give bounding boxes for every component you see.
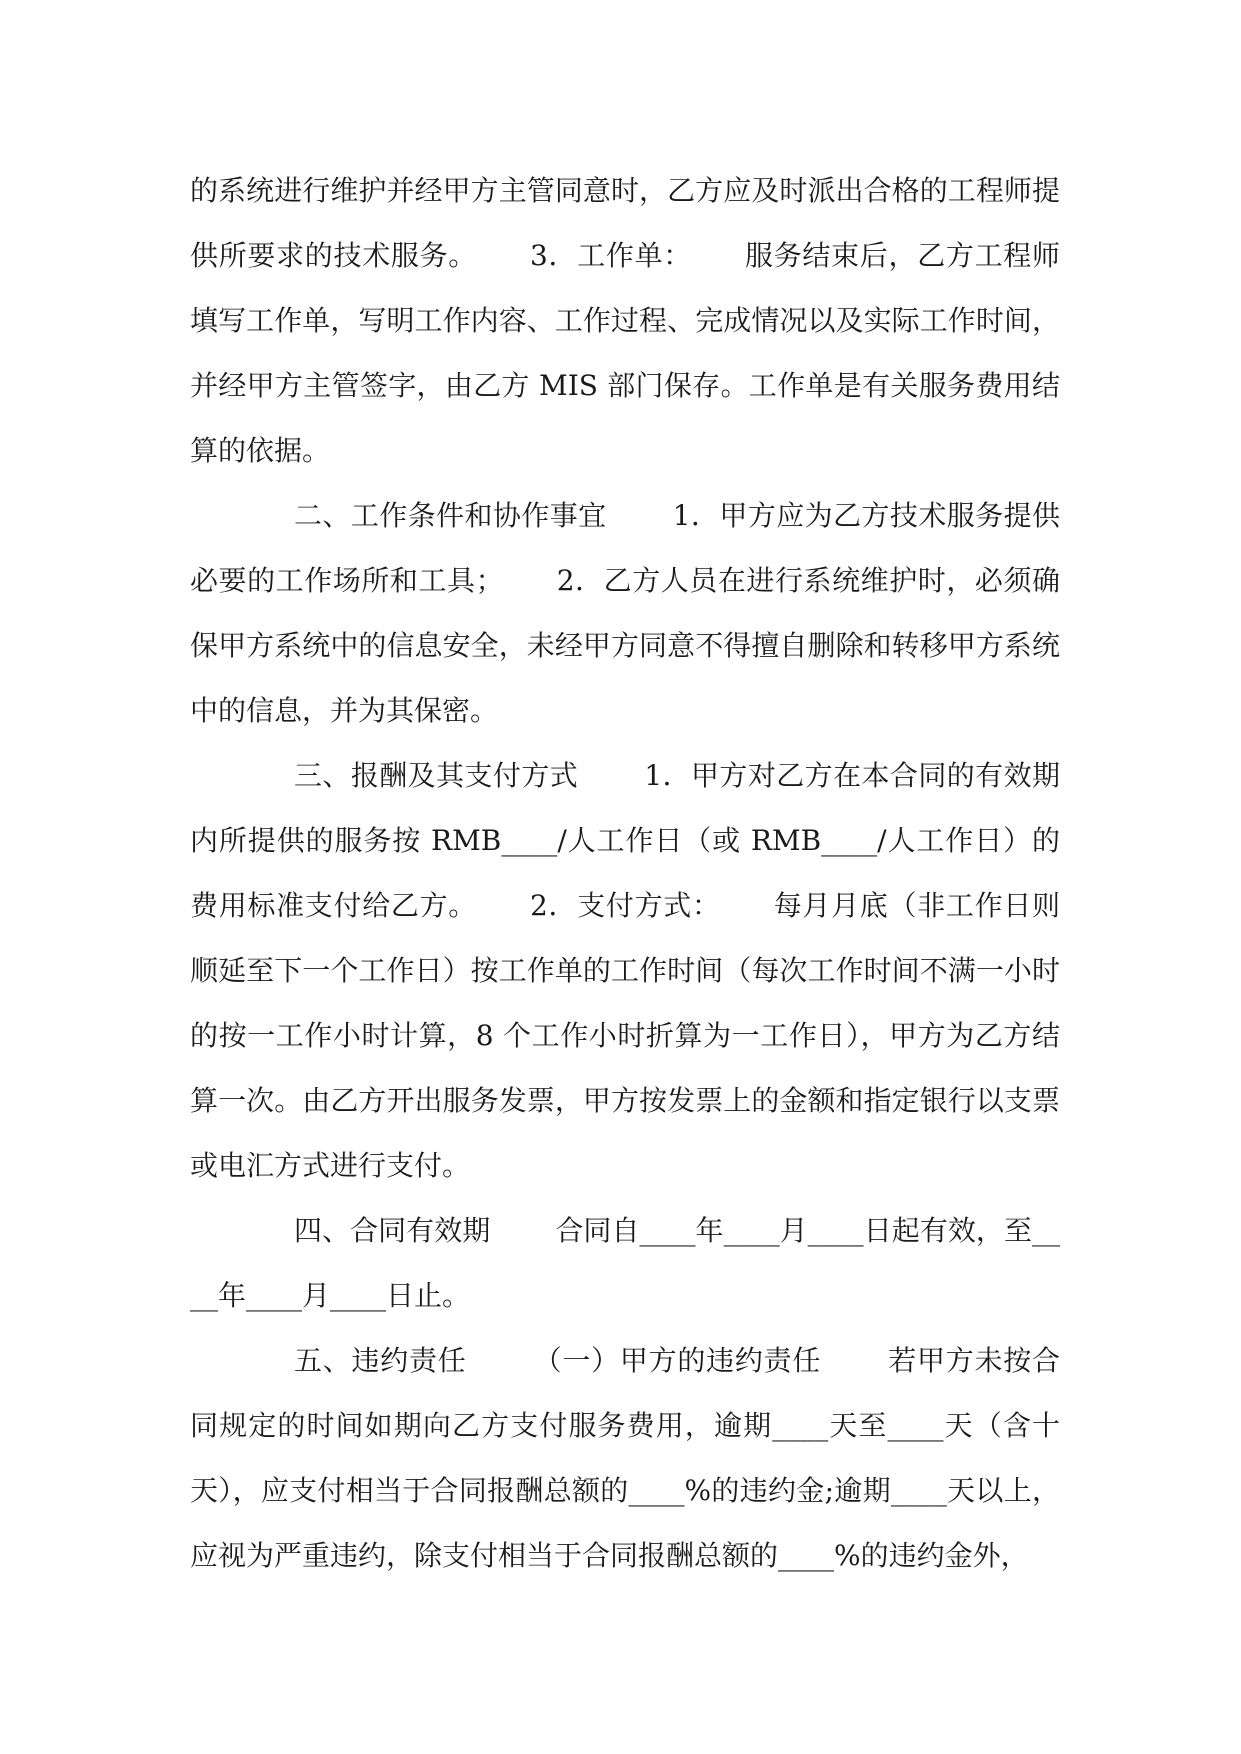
paragraph-section-2-conditions: 二、工作条件和协作事宜 1．甲方应为乙方技术服务提供必要的工作场所和工具； 2．乙方人员在进行系统维护时，必须确保甲方系统中的信息安全，未经甲方同意不得擅自删除和转移甲方系统中的信息，并为其保密。: [190, 499, 1060, 727]
paragraph-continuation-work-order: 的系统进行维护并经甲方主管同意时，乙方应及时派出合格的工程师提供所要求的技术服务。 3．工作单： 服务结束后，乙方工程师填写工作单，写明工作内容、工作过程、完成情况以及实际工作时间，并经甲方主管签字，由乙方 MIS 部门保存。工作单是有关服务费用结算的依据。: [190, 174, 1060, 467]
paragraph-section-5-liability: 五、违约责任 （一）甲方的违约责任 若甲方未按合同规定的时间如期向乙方支付服务费用，逾期____天至____天（含十天），应支付相当于合同报酬总额的____%的违约金;逾期____天以上，应视为严重违约，除支付相当于合同报酬总额的____%的违约金外，: [190, 1344, 1060, 1572]
document-body: [190, 158, 1060, 1588]
paragraph-section-3-payment: 三、报酬及其支付方式 1．甲方对乙方在本合同的有效期内所提供的服务按 RMB____/人工作日（或 RMB____/人工作日）的费用标准支付给乙方。 2．支付方式： 每月月底（非工作日则顺延至下一个工作日）按工作单的工作时间（每次工作时间不满一小时的按一工作小时计算，8 个工作小时折算为一工作日），甲方为乙方结算一次。由乙方开出服务发票，甲方按发票上的金额和指定银行以支票或电汇方式进行支付。: [190, 759, 1060, 1182]
paragraph-section-4-validity: 四、合同有效期 合同自____年____月____日起有效，至____年____月____日止。: [190, 1214, 1060, 1312]
